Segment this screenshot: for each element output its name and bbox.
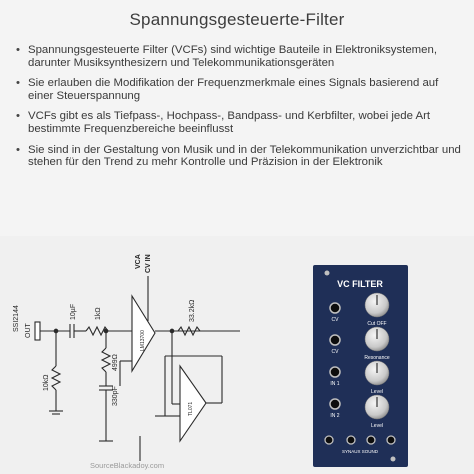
input-terminal xyxy=(35,322,40,340)
resistor xyxy=(102,348,110,372)
jack-out-4[interactable] xyxy=(387,436,395,444)
cap-label: 330pF xyxy=(112,386,119,406)
vca-label: VCA xyxy=(135,254,142,269)
junction xyxy=(54,329,58,333)
jack-label: CV xyxy=(331,349,339,355)
vca-label: CV IN xyxy=(145,254,152,273)
jack-out-3[interactable] xyxy=(367,436,375,444)
screw-icon xyxy=(391,457,396,462)
jack-in-2[interactable] xyxy=(330,399,340,409)
resistor-label: 33.2kΩ xyxy=(189,299,196,322)
page-title: Spannungsgesteuerte-Filter xyxy=(129,10,345,29)
ic-label: LM13700 xyxy=(140,330,146,351)
jack-label: IN 1 xyxy=(330,381,340,387)
jack-out-1[interactable] xyxy=(325,436,333,444)
watermark: SourceBlackadoy.com xyxy=(90,461,165,470)
input-label: SSI2144 xyxy=(13,305,20,332)
resistor xyxy=(52,366,60,390)
vc-filter-module xyxy=(313,265,408,467)
bullet-list xyxy=(16,44,464,177)
jack-in-1[interactable] xyxy=(330,367,340,377)
jack-out-2[interactable] xyxy=(347,436,355,444)
jack-cv-2[interactable] xyxy=(330,335,340,345)
bullet-item: • Spannungsgesteuerte Filter (VCFs) sind wichtige Bauteile in Elektroniksystemen, darunter Musiksynthesizern und Telekommunikationsgeräten xyxy=(16,44,464,69)
module-brand: SYNAUX SOUND xyxy=(341,449,379,454)
knob-label: Level xyxy=(371,389,383,395)
bullet-item: • Sie erlauben die Modifikation der Frequenzmerkmale eines Signals basierend auf einer Steuerspannung xyxy=(16,77,464,102)
bullet-item: • VCFs gibt es als Tiefpass-, Hochpass-, Bandpass- und Kerbfilter, wobei jede Art bestimmte Frequenzbereiche beeinflusst xyxy=(16,110,464,135)
ic-label: TL071 xyxy=(188,401,194,416)
knob-label: Cut OFF xyxy=(367,321,387,327)
resistor-label: 499Ω xyxy=(112,354,119,371)
cap-label: 10µF xyxy=(70,303,77,320)
jack-cv-1[interactable] xyxy=(330,303,340,313)
knob-label: Resonance xyxy=(364,355,390,361)
knob-label: Level xyxy=(371,423,383,429)
input-label: OUT xyxy=(25,323,32,338)
resistor-label: 1kΩ xyxy=(95,307,102,320)
jack-label: CV xyxy=(331,317,339,323)
module-title: VC FILTER xyxy=(337,279,383,289)
screw-icon xyxy=(325,271,330,276)
jack-label: IN 2 xyxy=(330,413,340,419)
resistor-label: 10kΩ xyxy=(43,374,50,391)
bullet-item: • Sie sind in der Gestaltung von Musik und in der Telekommunikation unverzichtbar und stehen für den Trend zu mehr Kontrolle und Präzision in der Elektronik xyxy=(16,144,464,169)
